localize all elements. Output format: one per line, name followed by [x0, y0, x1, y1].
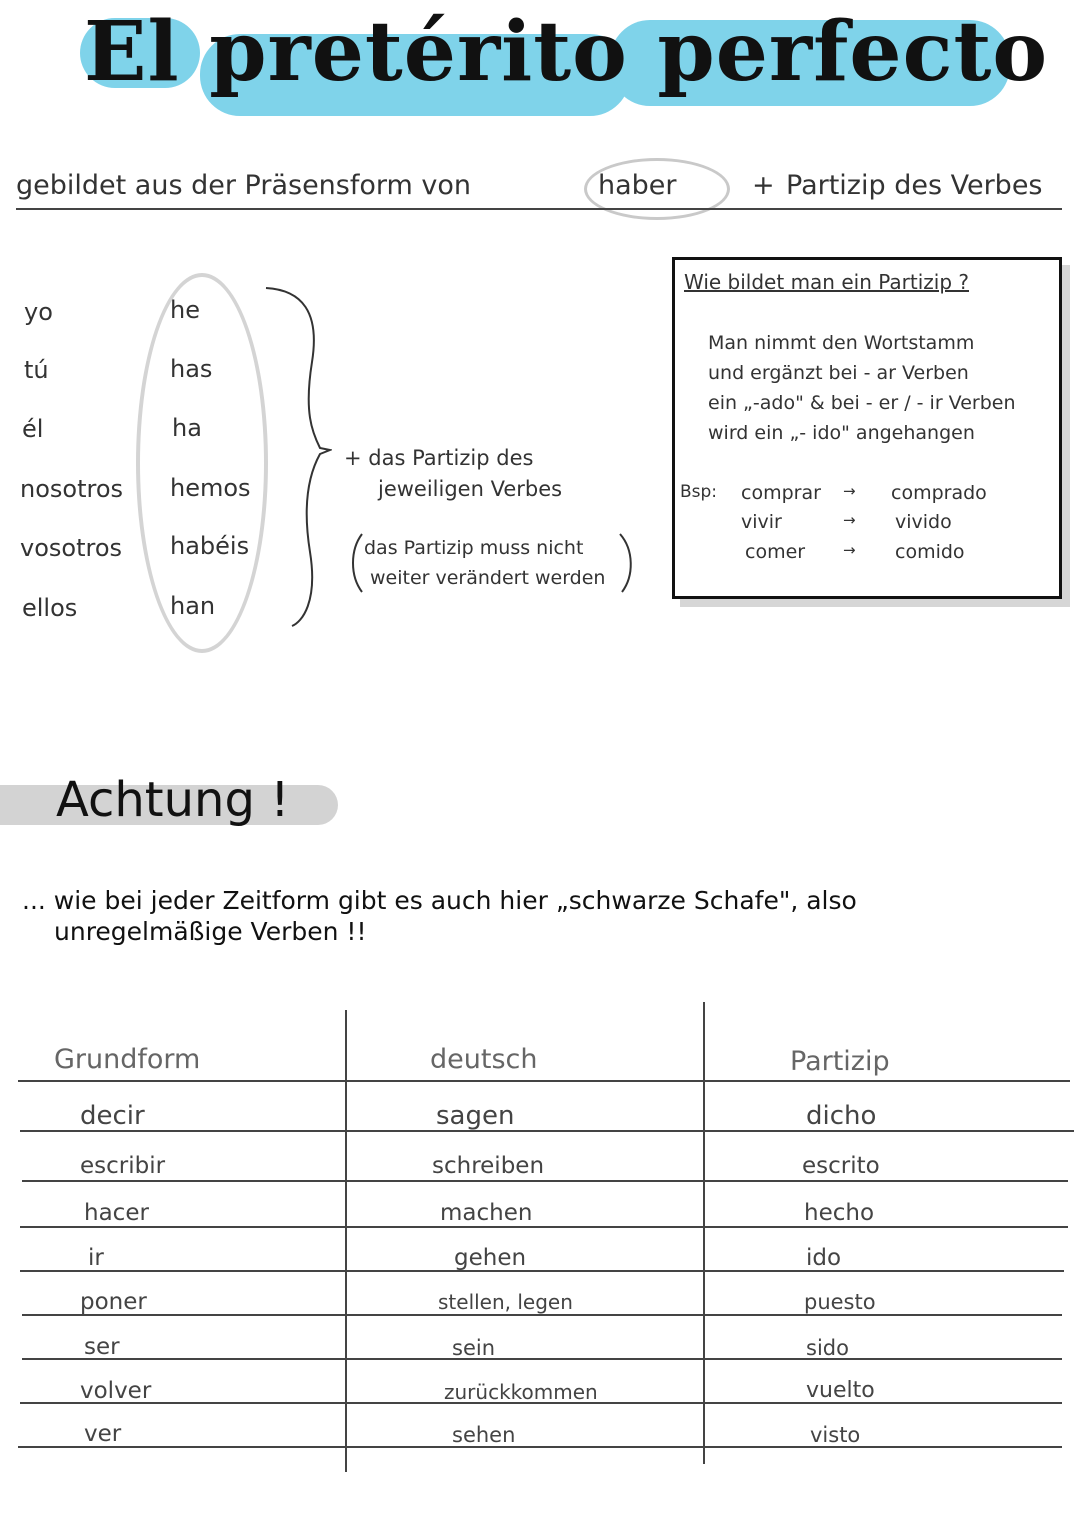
example-participle: comido — [895, 541, 965, 563]
table-cell: visto — [810, 1423, 861, 1447]
table-cell: sagen — [436, 1101, 515, 1131]
table-cell: stellen, legen — [438, 1290, 573, 1314]
table-cell: vuelto — [806, 1378, 875, 1403]
arrow-icon: → — [843, 511, 856, 529]
note-aside2: weiter verändert werden — [370, 567, 606, 589]
pronoun: tú — [24, 356, 49, 384]
table-header: deutsch — [430, 1044, 538, 1075]
box-line: ein „-ado" & bei - er / - ir Verben — [708, 392, 1016, 414]
table-cell: hacer — [84, 1200, 149, 1226]
table-cell: hecho — [804, 1200, 875, 1226]
table-cell: decir — [80, 1101, 145, 1131]
box-line: und ergänzt bei - ar Verben — [708, 362, 969, 384]
example-infinitive: comer — [745, 541, 806, 563]
box-heading: Wie bildet man ein Partizip ? — [684, 270, 969, 294]
note-aside1: das Partizip muss nicht — [364, 537, 584, 559]
table-cell: zurückkommen — [444, 1380, 598, 1404]
table-cell: escrito — [802, 1153, 880, 1179]
example-label: Bsp: — [680, 482, 718, 502]
table-cell: gehen — [454, 1245, 527, 1271]
haber-form: habéis — [170, 532, 250, 560]
arrow-icon: → — [843, 482, 856, 500]
table-cell: schreiben — [432, 1153, 545, 1179]
pronoun: él — [22, 415, 44, 443]
example-participle: comprado — [891, 482, 987, 504]
arrow-icon: → — [843, 541, 856, 559]
curly-brace — [262, 282, 332, 632]
participle-info-box — [672, 257, 1062, 599]
example-participle: vivido — [895, 511, 952, 533]
note-line2: jeweiligen Verbes — [378, 477, 563, 501]
haber-form: han — [170, 592, 216, 620]
haber-form: ha — [172, 414, 202, 442]
table-header: Grundform — [54, 1044, 201, 1075]
table-cell: poner — [80, 1289, 147, 1315]
table-cell: ido — [806, 1245, 842, 1271]
haber-form: has — [170, 355, 213, 383]
pronoun: yo — [24, 298, 53, 326]
formula-underline — [16, 208, 1062, 210]
formula-haber: haber — [598, 170, 677, 201]
formula-prefix: gebildet aus der Präsensform von — [16, 170, 472, 201]
box-line: wird ein „- ido" angehangen — [708, 422, 975, 444]
table-cell: dicho — [806, 1101, 877, 1131]
table-cell: ver — [84, 1421, 122, 1447]
achtung-heading: Achtung ! — [56, 772, 290, 828]
pronoun: nosotros — [20, 475, 124, 503]
page-title: El pretérito perfecto — [84, 4, 1049, 100]
table-cell: sehen — [452, 1423, 516, 1447]
formula-line — [16, 170, 1066, 212]
table-cell: sido — [806, 1336, 849, 1360]
example-infinitive: comprar — [741, 482, 821, 504]
haber-form: hemos — [170, 474, 251, 502]
haber-form: he — [170, 296, 200, 324]
example-infinitive: vivir — [741, 511, 782, 533]
table-cell: ser — [84, 1334, 120, 1360]
table-cell: ir — [88, 1245, 104, 1271]
achtung-line1: ... wie bei jeder Zeitform gibt es auch hier „schwarze Schafe", also — [22, 886, 857, 915]
pronoun: ellos — [22, 594, 78, 622]
achtung-line2: unregelmäßige Verben !! — [54, 917, 367, 946]
box-line: Man nimmt den Wortstamm — [708, 332, 975, 354]
table-cell: machen — [440, 1200, 533, 1226]
table-cell: sein — [452, 1336, 496, 1360]
pronoun: vosotros — [20, 534, 123, 562]
note-line1: + das Partizip des — [344, 446, 534, 470]
formula-plus: + — [752, 170, 775, 201]
table-cell: volver — [80, 1378, 152, 1404]
table-header: Partizip — [790, 1046, 890, 1077]
table-cell: puesto — [804, 1290, 876, 1314]
formula-suffix: Partizip des Verbes — [786, 170, 1043, 201]
table-cell: escribir — [80, 1153, 166, 1179]
